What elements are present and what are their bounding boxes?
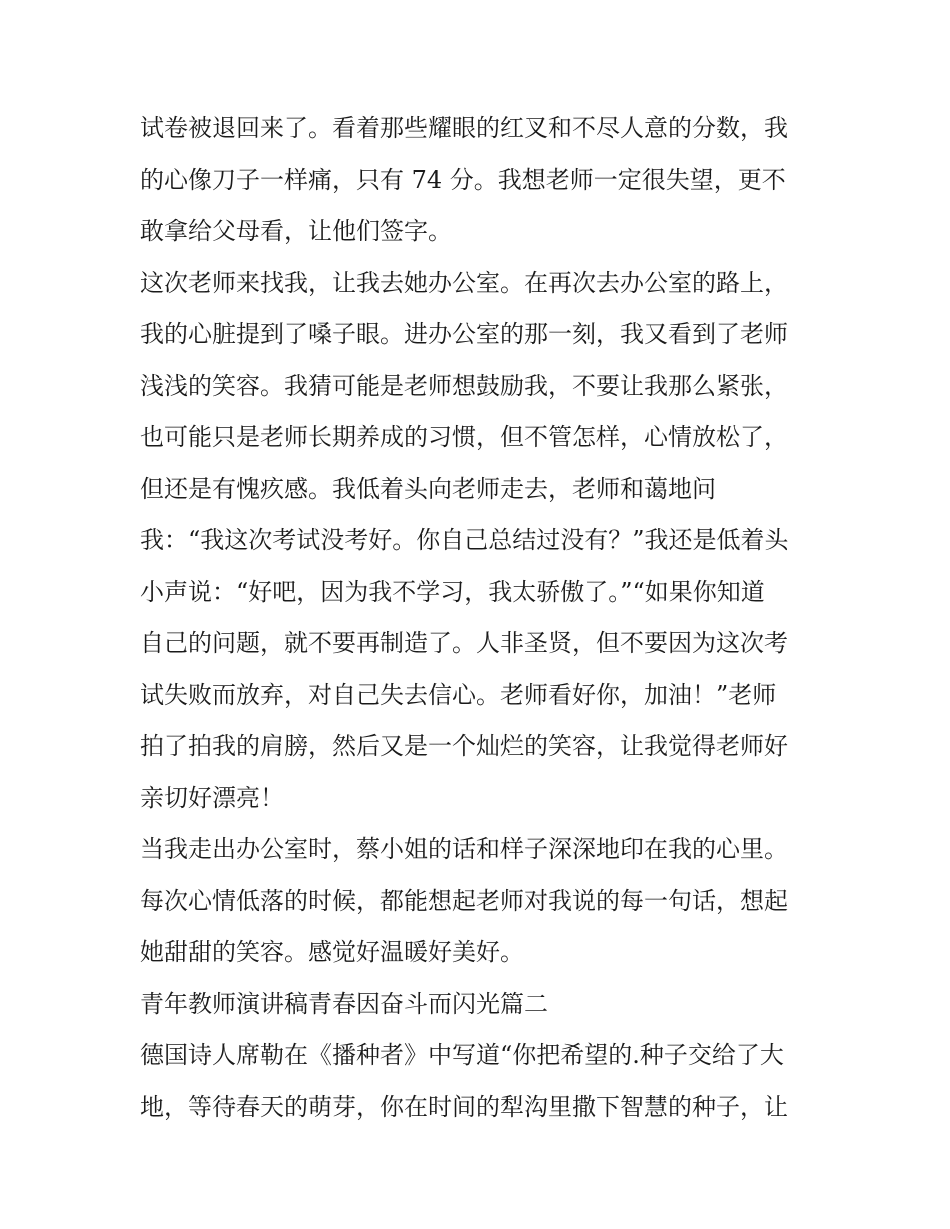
text-line: 试卷被退回来了。看着那些耀眼的红叉和不尽人意的分数，我 [140,114,788,142]
document-body [140,103,820,1133]
text-line: 的心像刀子一样痛，只有 74 分。我想老师一定很失望，更不 [140,165,786,194]
text-line: 我的心脏提到了嗓子眼。进办公室的那一刻，我又看到了老师 [140,320,788,348]
text-line: 敢拿给父母看，让他们签字。 [140,217,452,245]
text-line: 每次心情低落的时候，都能想起老师对我说的每一句话，想起 [140,886,788,915]
text-line: 自己的问题，就不要再制造了。人非圣贤，但不要因为这次考 [140,629,788,657]
heading-line: 青年教师演讲稿青春因奋斗而闪光篇二 [140,989,548,1018]
text-line: 但还是有愧疚感。我低着头向老师走去，老师和蔼地问 [140,474,716,503]
paragraph-test-returned [140,103,820,258]
paragraph-schiller-quote [140,1030,820,1133]
paragraph-leaving-office [140,824,820,979]
text-line: 当我走出办公室时，蔡小姐的话和样子深深地印在我的心里。 [140,835,788,863]
text-line: 她甜甜的笑容。感觉好温暖好美好。 [140,938,524,966]
text-line: 我：“我这次考试没考好。你自己总结过没有？”我还是低着头 [140,526,789,554]
text-line: 浅浅的笑容。我猜可能是老师想鼓励我，不要让我那么紧张， [140,371,788,400]
text-line: 德国诗人席勒在《播种者》中写道“你把希望的.种子交给了大 [140,1041,784,1069]
paragraph-teacher-office [140,258,820,825]
text-line: 亲切好漂亮！ [140,783,284,812]
text-line: 小声说：“好吧，因为我不学习，我太骄傲了。”“如果你知道 [140,577,765,606]
text-line: 也可能只是老师长期养成的习惯，但不管怎样，心情放松了， [140,423,788,451]
text-line: 试失败而放弃，对自己失去信心。老师看好你，加油！”老师 [140,680,777,709]
text-line: 地，等待春天的萌芽，你在时间的犁沟里撒下智慧的种子，让 [140,1092,788,1121]
text-line: 拍了拍我的肩膀，然后又是一个灿烂的笑容，让我觉得老师好 [140,732,788,760]
section-heading [140,979,820,1031]
text-line: 这次老师来找我，让我去她办公室。在再次去办公室的路上， [140,268,788,297]
